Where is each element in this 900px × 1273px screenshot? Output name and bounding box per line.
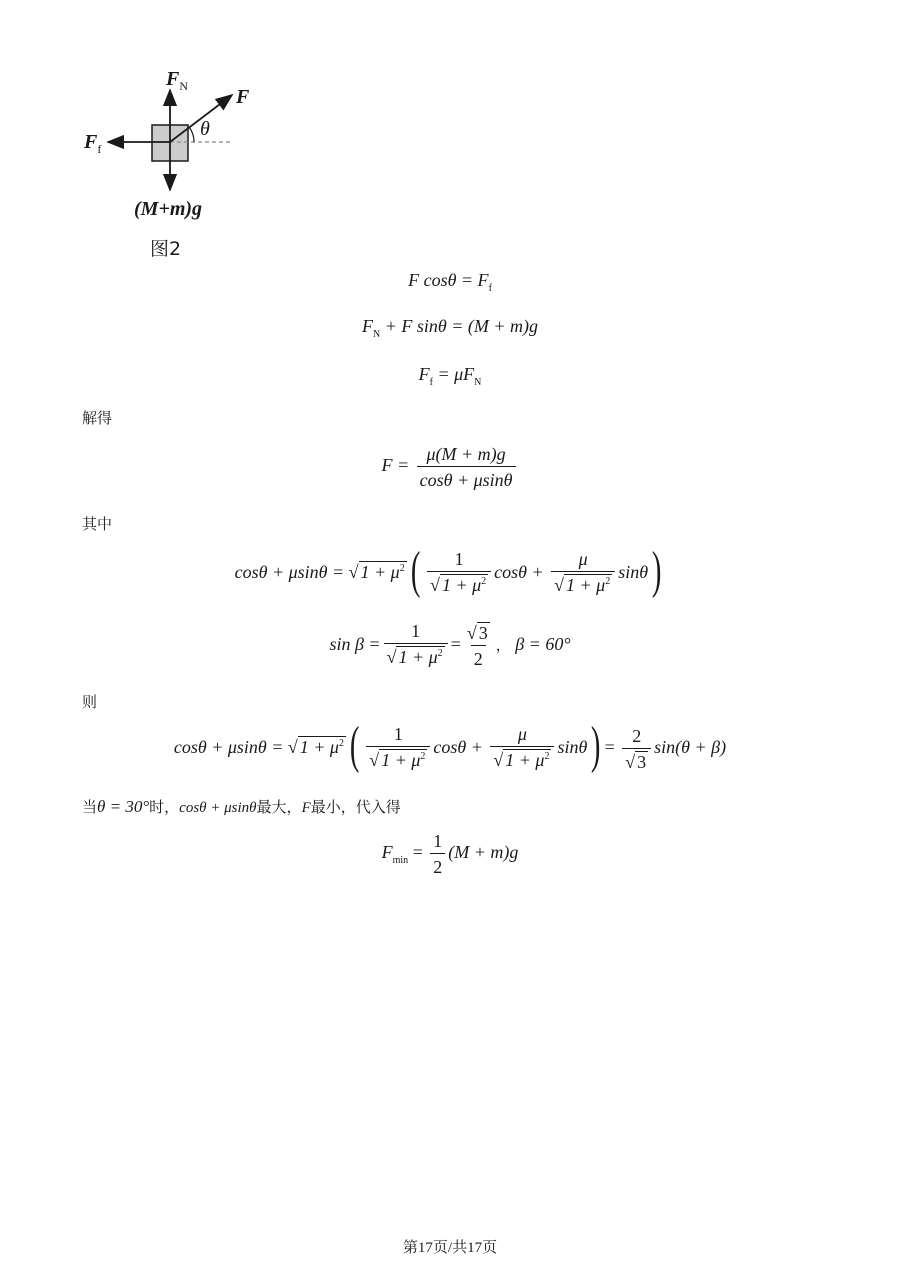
equation-7: cosθ + μsinθ = √ $1 + \mu^2$ ( $\frac{1}{√ 1 + \mu^2}$ cosθ + $\frac{\mu}{√ 1 + \mu^2}$ sinθ) = $\frac{2}{√ 3}$ sin(θ + β) <box>173 717 727 774</box>
equation-2: $F_N + F$ sinθ = (M + m)g <box>362 316 538 340</box>
equation-5: cosθ + μsinθ = √ $1 + \mu^2$ ( $\frac{1}{√ 1 + \mu^2}$ cosθ + $\frac{\mu}{√ 1 + \mu^2}$ sinθ) <box>234 542 662 599</box>
text-solve: 解得 <box>82 409 113 427</box>
text-then: 则 <box>82 693 98 711</box>
label-friction: $F_f$ <box>84 131 102 156</box>
figure-caption: 图2 <box>150 238 182 260</box>
text-where: 其中 <box>82 515 113 533</box>
angle-arc <box>189 127 194 142</box>
label-angle: θ <box>200 118 210 140</box>
equation-6: sin β = $\frac{1}{√ 1 + \mu^2}$ = $\frac{√ 3}{2}$ ， β = 60° <box>0 620 900 672</box>
page-footer: 第17页/共17页 <box>402 1240 498 1256</box>
label-normal-force: $F_N$ <box>166 68 189 93</box>
equation-8: $F_{min}$ = $\frac{1}{2}$ (M + m)g <box>381 831 519 877</box>
equation-1: F $\cos\theta = F_f$ <box>408 270 492 294</box>
equation-3: $F_f = \mu F_N$ <box>418 364 482 388</box>
equation-4: F = $\frac{\mu(M + m)g}{\cos\theta + \mu\sin\theta}$ <box>0 443 900 491</box>
text-condition-line: 当θ = 30°时，cosθ + μsinθ最大，F最小，代入得 <box>82 797 401 816</box>
label-applied-force: F <box>236 86 250 108</box>
label-weight: (M+m)g <box>134 198 203 220</box>
